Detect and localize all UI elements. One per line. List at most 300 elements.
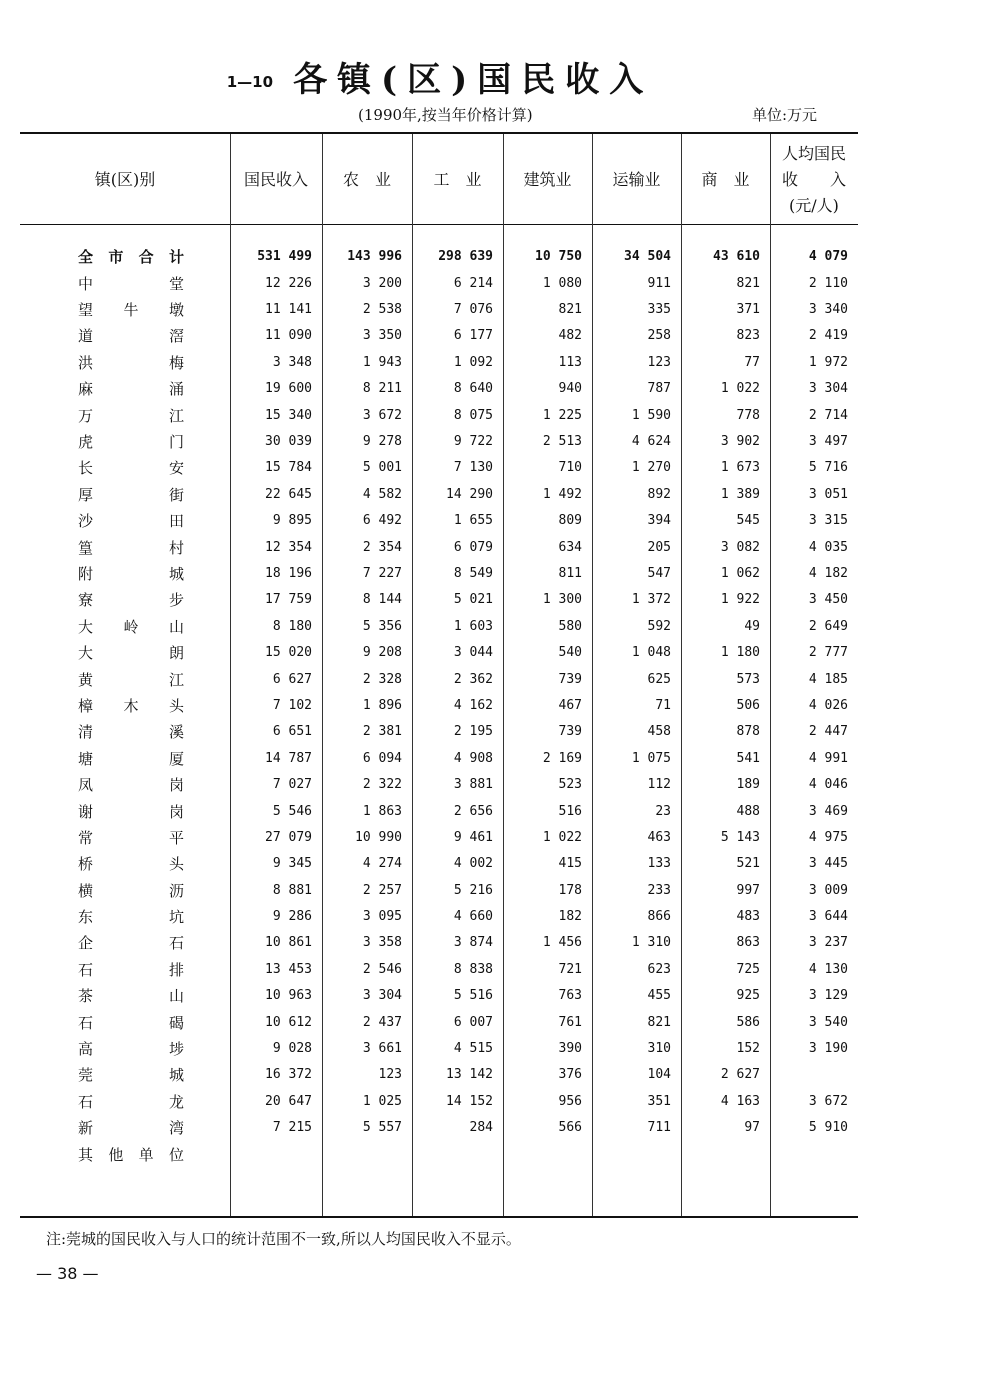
cell-industry: 6 079	[453, 539, 493, 555]
table-row	[20, 560, 858, 586]
table-row	[20, 296, 858, 322]
cell-commerce: 573	[736, 671, 760, 687]
footnote: 注:莞城的国民收入与人口的统计范围不一致,所以人均国民收入不显示。	[46, 1230, 521, 1248]
cell-per-capita: 2 714	[808, 407, 848, 423]
cell-agriculture: 5 001	[362, 460, 402, 476]
table-row	[20, 639, 858, 665]
cell-transport: 123	[647, 354, 671, 370]
cell-commerce: 49	[744, 618, 760, 634]
table-row	[20, 983, 858, 1009]
cell-transport: 592	[647, 618, 671, 634]
cell-per-capita: 4 026	[808, 697, 848, 713]
cell-industry: 13 142	[446, 1067, 493, 1083]
cell-commerce: 152	[736, 1041, 760, 1057]
cell-agriculture: 2 354	[362, 539, 402, 555]
region-name	[20, 431, 230, 452]
region-name-char: 横	[78, 881, 94, 900]
region-name-char: 江	[168, 406, 184, 425]
cell-agriculture: 1 863	[362, 803, 402, 819]
cell-transport: 351	[647, 1093, 671, 1109]
region-name-char: 田	[168, 512, 184, 531]
header-per-capita-line: 收 入	[781, 170, 846, 189]
cell-industry: 4 162	[453, 697, 493, 713]
cell-agriculture: 2 322	[362, 777, 402, 793]
cell-industry: 4 908	[453, 750, 493, 766]
cell-commerce: 863	[736, 935, 760, 951]
cell-per-capita: 3 051	[808, 486, 848, 502]
table-row	[20, 481, 858, 507]
cell-commerce: 778	[736, 407, 760, 423]
cell-national-income: 19 600	[265, 381, 312, 397]
cell-commerce: 586	[736, 1014, 760, 1030]
cell-national-income: 15 340	[265, 407, 312, 423]
cell-industry: 2 656	[453, 803, 493, 819]
cell-per-capita: 5 716	[808, 460, 848, 476]
cell-industry: 9 722	[453, 434, 493, 450]
cell-construction: 2 169	[542, 750, 582, 766]
cell-commerce: 3 082	[720, 539, 760, 555]
cell-per-capita: 4 130	[808, 961, 848, 977]
cell-construction: 763	[558, 988, 582, 1004]
table-subtitle: (1990年,按当年价格计算)	[358, 106, 533, 124]
cell-construction: 182	[558, 909, 582, 925]
cell-transport: 104	[647, 1067, 671, 1083]
cell-transport: 71	[655, 697, 671, 713]
cell-agriculture: 4 582	[362, 486, 402, 502]
cell-industry: 8 549	[453, 565, 493, 581]
cell-construction: 415	[558, 856, 582, 872]
cell-construction: 390	[558, 1041, 582, 1057]
cell-commerce: 821	[736, 275, 760, 291]
cell-national-income: 9 028	[272, 1041, 312, 1057]
cell-commerce: 541	[736, 750, 760, 766]
region-name	[20, 1117, 230, 1138]
cell-national-income: 14 787	[265, 750, 312, 766]
cell-construction: 178	[558, 882, 582, 898]
region-name-char: 全	[78, 247, 94, 266]
cell-industry: 5 516	[453, 988, 493, 1004]
region-name-char: 樟	[78, 696, 94, 715]
cell-industry: 3 881	[453, 777, 493, 793]
cell-per-capita: 4 991	[808, 750, 848, 766]
region-name	[20, 906, 230, 927]
cell-per-capita: 4 079	[808, 248, 848, 264]
region-name	[20, 827, 230, 848]
region-name-char: 朗	[168, 644, 184, 663]
cell-construction: 10 750	[535, 248, 582, 264]
cell-per-capita: 4 035	[808, 539, 848, 555]
region-name-char: 位	[168, 1145, 184, 1164]
region-name-char: 合	[138, 247, 154, 266]
cell-construction: 809	[558, 513, 582, 529]
cell-construction: 710	[558, 460, 582, 476]
region-name-char: 木	[123, 696, 139, 715]
table-row	[20, 455, 858, 481]
cell-commerce: 521	[736, 856, 760, 872]
cell-construction: 516	[558, 803, 582, 819]
cell-commerce: 483	[736, 909, 760, 925]
header-transport: 运输业	[612, 170, 661, 189]
cell-commerce: 997	[736, 882, 760, 898]
cell-transport: 821	[647, 1014, 671, 1030]
region-name	[20, 721, 230, 742]
cell-per-capita: 1 972	[808, 354, 848, 370]
cell-national-income: 531 499	[257, 248, 312, 264]
region-name-char: 计	[168, 247, 184, 266]
cell-construction: 1 492	[542, 486, 582, 502]
cell-agriculture: 123	[378, 1067, 402, 1083]
region-name-char: 湾	[168, 1119, 184, 1138]
cell-industry: 6 214	[453, 275, 493, 291]
cell-commerce: 97	[744, 1120, 760, 1136]
region-name	[20, 959, 230, 980]
cell-agriculture: 1 896	[362, 697, 402, 713]
table-row	[20, 1088, 858, 1114]
table-number: 1—10	[226, 73, 274, 91]
cell-industry: 4 660	[453, 909, 493, 925]
cell-per-capita: 3 237	[808, 935, 848, 951]
table-row	[20, 270, 858, 296]
cell-national-income: 3 348	[272, 354, 312, 370]
region-name	[20, 246, 230, 267]
region-name-char: 中	[78, 274, 94, 293]
table-row	[20, 851, 858, 877]
cell-national-income: 7 027	[272, 777, 312, 793]
region-name-char: 江	[168, 670, 184, 689]
cell-per-capita: 4 182	[808, 565, 848, 581]
region-name-char: 万	[78, 406, 94, 425]
cell-construction: 811	[558, 565, 582, 581]
cell-agriculture: 2 257	[362, 882, 402, 898]
region-name-char: 山	[168, 987, 184, 1006]
cell-industry: 14 152	[446, 1093, 493, 1109]
cell-transport: 1 270	[631, 460, 671, 476]
cell-per-capita: 2 419	[808, 328, 848, 344]
region-name-char: 麻	[78, 380, 94, 399]
cell-national-income: 11 141	[265, 302, 312, 318]
region-name-char: 坑	[168, 908, 184, 927]
region-name-char: 常	[78, 828, 94, 847]
table-row	[20, 1062, 858, 1088]
cell-transport: 623	[647, 961, 671, 977]
cell-industry: 2 362	[453, 671, 493, 687]
cell-construction: 634	[558, 539, 582, 555]
cell-agriculture: 8 144	[362, 592, 402, 608]
region-name	[20, 563, 230, 584]
cell-agriculture: 9 278	[362, 434, 402, 450]
cell-agriculture: 2 328	[362, 671, 402, 687]
cell-national-income: 18 196	[265, 565, 312, 581]
region-name-char: 凤	[78, 776, 94, 795]
region-name-char: 大	[78, 617, 94, 636]
cell-national-income: 17 759	[265, 592, 312, 608]
region-name	[20, 589, 230, 610]
cell-transport: 258	[647, 328, 671, 344]
region-name	[20, 880, 230, 901]
cell-national-income: 22 645	[265, 486, 312, 502]
cell-commerce: 1 062	[720, 565, 760, 581]
cell-commerce: 371	[736, 302, 760, 318]
cell-construction: 821	[558, 302, 582, 318]
region-name-char: 企	[78, 934, 94, 953]
cell-per-capita: 2 649	[808, 618, 848, 634]
cell-construction: 1 080	[542, 275, 582, 291]
cell-per-capita: 3 672	[808, 1093, 848, 1109]
cell-construction: 376	[558, 1067, 582, 1083]
cell-agriculture: 2 546	[362, 961, 402, 977]
region-name-char: 桥	[78, 855, 94, 874]
region-name-char: 高	[78, 1040, 94, 1059]
region-name-char: 山	[168, 617, 184, 636]
cell-industry: 9 461	[453, 829, 493, 845]
table-row	[20, 1009, 858, 1035]
cell-per-capita: 3 340	[808, 302, 848, 318]
cell-commerce: 545	[736, 513, 760, 529]
cell-construction: 761	[558, 1014, 582, 1030]
region-name	[20, 616, 230, 637]
cell-commerce: 1 022	[720, 381, 760, 397]
table-body	[20, 242, 858, 1167]
cell-agriculture: 2 381	[362, 724, 402, 740]
region-name-char: 村	[168, 538, 184, 557]
cell-per-capita: 3 445	[808, 856, 848, 872]
cell-commerce: 506	[736, 697, 760, 713]
table-title-text: 各镇(区)国民收入	[293, 60, 654, 100]
cell-per-capita: 4 185	[808, 671, 848, 687]
cell-commerce: 823	[736, 328, 760, 344]
region-name-char: 城	[168, 564, 184, 583]
region-name-char: 平	[168, 828, 184, 847]
header-construction: 建筑业	[523, 170, 572, 189]
region-name-char: 沙	[78, 512, 94, 531]
cell-agriculture: 2 437	[362, 1014, 402, 1030]
cell-agriculture: 1 943	[362, 354, 402, 370]
region-name-char: 塘	[78, 749, 94, 768]
table-row	[20, 903, 858, 929]
cell-per-capita: 3 450	[808, 592, 848, 608]
region-name-char: 牛	[123, 301, 139, 320]
cell-industry: 6 177	[453, 328, 493, 344]
region-name	[20, 985, 230, 1006]
cell-commerce: 488	[736, 803, 760, 819]
cell-industry: 7 130	[453, 460, 493, 476]
region-name-char: 新	[78, 1119, 94, 1138]
cell-transport: 394	[647, 513, 671, 529]
table-row	[20, 376, 858, 402]
region-name-char: 步	[168, 591, 184, 610]
cell-national-income: 7 215	[272, 1120, 312, 1136]
table-row	[20, 771, 858, 797]
region-name-char: 街	[168, 485, 184, 504]
total-row	[20, 242, 858, 270]
cell-commerce: 1 389	[720, 486, 760, 502]
cell-transport: 892	[647, 486, 671, 502]
region-name	[20, 774, 230, 795]
region-name-char: 排	[168, 960, 184, 979]
cell-commerce: 2 627	[720, 1067, 760, 1083]
cell-industry: 5 216	[453, 882, 493, 898]
cell-agriculture: 143 996	[347, 248, 402, 264]
table-row	[20, 349, 858, 375]
cell-agriculture: 6 094	[362, 750, 402, 766]
cell-agriculture: 5 557	[362, 1120, 402, 1136]
cell-national-income: 6 651	[272, 724, 312, 740]
cell-agriculture: 10 990	[355, 829, 402, 845]
cell-per-capita: 5 910	[808, 1120, 848, 1136]
region-name-char: 墩	[168, 301, 184, 320]
cell-per-capita: 3 315	[808, 513, 848, 529]
cell-construction: 523	[558, 777, 582, 793]
cell-per-capita: 2 777	[808, 645, 848, 661]
cell-transport: 133	[647, 856, 671, 872]
unit-label: 单位:万元	[752, 106, 818, 124]
cell-construction: 113	[558, 354, 582, 370]
cell-national-income: 30 039	[265, 434, 312, 450]
region-name-char: 石	[78, 960, 94, 979]
region-name-char: 岗	[168, 802, 184, 821]
cell-national-income: 8 881	[272, 882, 312, 898]
cell-industry: 6 007	[453, 1014, 493, 1030]
region-name-char: 单	[138, 1145, 154, 1164]
table-row	[20, 613, 858, 639]
region-name-char: 东	[78, 908, 94, 927]
region-name	[20, 1012, 230, 1033]
region-name	[20, 537, 230, 558]
cell-transport: 112	[647, 777, 671, 793]
cell-national-income: 16 372	[265, 1067, 312, 1083]
cell-construction: 739	[558, 724, 582, 740]
cell-commerce: 925	[736, 988, 760, 1004]
table-row	[20, 1115, 858, 1141]
cell-agriculture: 1 025	[362, 1093, 402, 1109]
header-industry: 工 业	[433, 170, 482, 189]
cell-per-capita: 3 497	[808, 434, 848, 450]
cell-national-income: 15 784	[265, 460, 312, 476]
region-name	[20, 748, 230, 769]
cell-industry: 2 195	[453, 724, 493, 740]
cell-national-income: 27 079	[265, 829, 312, 845]
region-name	[20, 378, 230, 399]
header-per-capita-line: (元/人)	[789, 196, 839, 215]
cell-national-income: 15 020	[265, 645, 312, 661]
cell-industry: 3 044	[453, 645, 493, 661]
cell-commerce: 1 922	[720, 592, 760, 608]
cell-commerce: 5 143	[720, 829, 760, 845]
cell-industry: 8 075	[453, 407, 493, 423]
cell-per-capita: 3 644	[808, 909, 848, 925]
cell-transport: 1 590	[631, 407, 671, 423]
table-row	[20, 534, 858, 560]
table-row	[20, 930, 858, 956]
cell-transport: 787	[647, 381, 671, 397]
cell-agriculture: 5 356	[362, 618, 402, 634]
region-name	[20, 273, 230, 294]
region-name-char: 长	[78, 459, 94, 478]
cell-national-income: 12 226	[265, 275, 312, 291]
region-name-char: 厚	[78, 485, 94, 504]
cell-transport: 625	[647, 671, 671, 687]
cell-construction: 956	[558, 1093, 582, 1109]
cell-construction: 1 300	[542, 592, 582, 608]
cell-transport: 233	[647, 882, 671, 898]
header-per-capita-line: 人均国民	[781, 144, 846, 163]
cell-per-capita: 3 129	[808, 988, 848, 1004]
cell-industry: 7 076	[453, 302, 493, 318]
header-agriculture: 农 业	[342, 170, 391, 189]
cell-agriculture: 4 274	[362, 856, 402, 872]
cell-construction: 467	[558, 697, 582, 713]
cell-industry: 1 655	[453, 513, 493, 529]
cell-transport: 866	[647, 909, 671, 925]
cell-transport: 310	[647, 1041, 671, 1057]
cell-national-income: 12 354	[265, 539, 312, 555]
table-row	[20, 428, 858, 454]
page-number: — 38 —	[36, 1264, 99, 1283]
cell-commerce: 878	[736, 724, 760, 740]
cell-construction: 1 225	[542, 407, 582, 423]
table-row	[20, 877, 858, 903]
cell-per-capita: 2 447	[808, 724, 848, 740]
region-name-char: 埗	[168, 1040, 184, 1059]
region-name	[20, 695, 230, 716]
region-name	[20, 642, 230, 663]
cell-national-income: 20 647	[265, 1093, 312, 1109]
cell-construction: 940	[558, 381, 582, 397]
region-name-char: 滘	[168, 327, 184, 346]
cell-agriculture: 9 208	[362, 645, 402, 661]
cell-national-income: 10 963	[265, 988, 312, 1004]
cell-industry: 3 874	[453, 935, 493, 951]
region-name-char: 堂	[168, 274, 184, 293]
region-name-char: 门	[168, 433, 184, 452]
region-name-char: 石	[168, 934, 184, 953]
cell-construction: 1 022	[542, 829, 582, 845]
region-name-char: 洪	[78, 353, 94, 372]
region-name-char: 莞	[78, 1066, 94, 1085]
cell-commerce: 1 180	[720, 645, 760, 661]
cell-per-capita: 3 304	[808, 381, 848, 397]
cell-construction: 566	[558, 1120, 582, 1136]
cell-national-income: 9 895	[272, 513, 312, 529]
region-name	[20, 457, 230, 478]
cell-transport: 455	[647, 988, 671, 1004]
table-row	[20, 508, 858, 534]
region-name-char: 头	[168, 696, 184, 715]
cell-national-income: 5 546	[272, 803, 312, 819]
cell-per-capita: 2 110	[808, 275, 848, 291]
region-name	[20, 1064, 230, 1085]
table-row	[20, 587, 858, 613]
cell-national-income: 13 453	[265, 961, 312, 977]
cell-industry: 284	[469, 1120, 493, 1136]
cell-per-capita: 3 190	[808, 1041, 848, 1057]
table-title	[0, 52, 880, 101]
cell-transport: 458	[647, 724, 671, 740]
table-row	[20, 692, 858, 718]
cell-agriculture: 3 358	[362, 935, 402, 951]
region-name	[20, 484, 230, 505]
region-name	[20, 352, 230, 373]
region-name-char: 梅	[168, 353, 184, 372]
table-row	[20, 745, 858, 771]
region-name-char: 石	[78, 1092, 94, 1111]
region-name-char: 碣	[168, 1013, 184, 1032]
region-name-char: 安	[168, 459, 184, 478]
cell-commerce: 3 902	[720, 434, 760, 450]
table-row	[20, 956, 858, 982]
cell-construction: 580	[558, 618, 582, 634]
region-name-char: 头	[168, 855, 184, 874]
